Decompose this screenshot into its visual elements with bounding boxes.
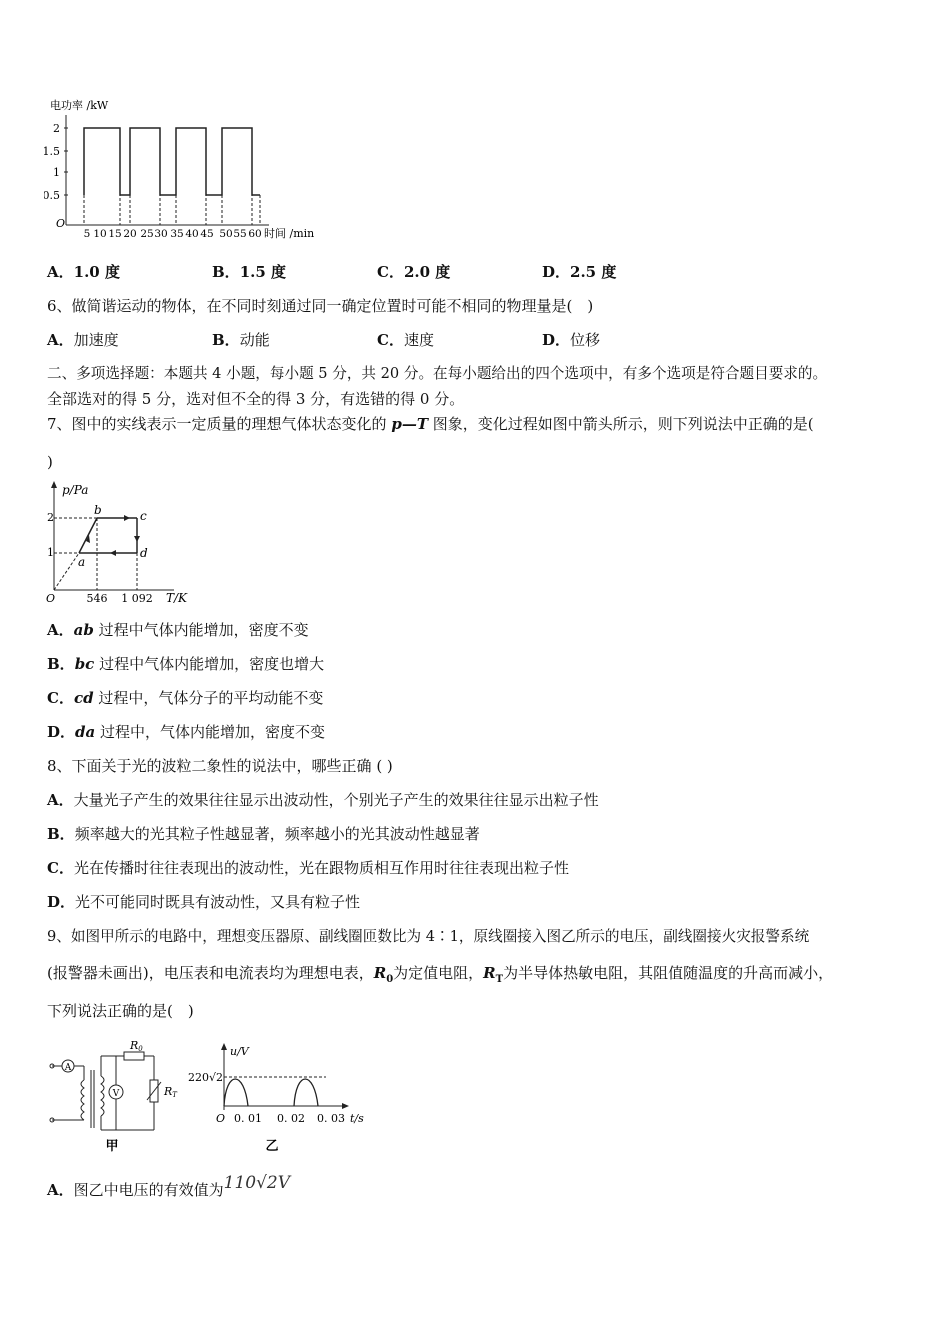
pt-point-d: d [140,546,148,560]
q8-stem: 8、下面关于光的波粒二象性的说法中，哪些正确 ( ) [47,757,393,775]
power-chart-xlabel: 时间 /min [264,227,315,240]
q7-stem-close: ) [47,453,53,471]
circuit-diagram [44,1040,194,1155]
ytick-2: 2 [53,122,60,135]
q7-option-d: D．da 过程中，气体内能增加，密度不变 [47,723,326,741]
voltmeter-label: V [112,1089,120,1099]
pt-xlabel: T/K [166,591,188,605]
xtick-40: 40 [185,228,199,240]
wave-origin: O [216,1112,226,1125]
q7-option-a: A．ab 过程中气体内能增加，密度不变 [47,621,309,639]
q9-stem-line1: 9、如图甲所示的电路中，理想变压器原、副线圈匝数比为 4∶1，原线圈接入图乙所示的电压，副线圈接火灾报警系统 [47,928,810,945]
power-chart [44,95,334,240]
wave-xtick-0.02: 0. 02 [277,1112,305,1125]
q5-option-c: C．2.0 度 [377,263,451,281]
pt-ytick-2: 2 [47,511,54,524]
q6-option-d: D．位移 [542,331,601,349]
xtick-45: 45 [200,228,214,240]
xtick-25: 25 [140,228,154,240]
pt-xtick-546: 546 [86,592,108,605]
q6-stem: 6、做简谐运动的物体，在不同时刻通过同一确定位置时可能不相同的物理量是( ) [47,297,594,315]
wave-ylabel: u/V [230,1045,249,1058]
wave-xlabel: t/s [350,1112,364,1125]
pt-origin: O [46,592,56,605]
xtick-5: 5 [83,228,91,240]
xtick-50: 50 [219,228,233,240]
pt-diagram [44,478,204,608]
q5-option-b: B．1.5 度 [212,263,287,281]
ytick-1: 1 [53,166,60,179]
voltage-wave-chart [186,1040,371,1155]
pt-point-c: c [140,509,147,523]
section2-line1: 二、多项选择题：本题共 4 小题，每小题 5 分，共 20 分。在每小题给出的四个选项中，有多个选项是符合题目要求的。 [47,365,828,382]
xtick-30: 30 [154,228,168,240]
pt-point-b: b [94,503,102,517]
q5-option-d: D．2.5 度 [542,263,617,281]
circuit-caption: 甲 [105,1139,119,1154]
section2-line2: 全部选对的得 5 分，选对但不全的得 3 分，有选错的得 0 分。 [47,390,465,408]
q8-option-b: B．频率越大的光其粒子性越显著，频率越小的光其波动性越显著 [47,825,480,843]
wave-xtick-0.01: 0. 01 [234,1112,262,1125]
xtick-60: 60 [248,228,262,240]
ytick-1.5: 1.5 [44,145,60,158]
pt-point-a: a [78,555,86,569]
xtick-55: 55 [233,228,247,240]
xtick-35: 35 [170,228,184,240]
q7-stem: 7、图中的实线表示一定质量的理想气体状态变化的 p—T 图象，变化过程如图中箭头所示，则下列说法中正确的是( [47,415,814,433]
xtick-20: 20 [123,228,137,240]
q9-option-a: A．图乙中电压的有效值为110√2V [47,1173,291,1199]
pt-ytick-1: 1 [47,546,54,559]
ytick-0.5: 0.5 [44,189,60,202]
xtick-10: 10 [93,228,107,240]
q7-option-c: C．cd 过程中，气体分子的平均动能不变 [47,689,324,707]
q5-option-a: A．1.0 度 [47,263,120,281]
q9-stem-line2: (报警器未画出)，电压表和电流表均为理想电表，$R_0$为定值电阻，$R_T$为半导体热敏电阻，其阻值随温度的升高而减小， [47,964,834,985]
q6-option-b: B．动能 [212,331,270,349]
origin: O [56,217,66,230]
q8-option-a: A．大量光子产生的效果往往显示出波动性，个别光子产生的效果往往显示出粒子性 [47,791,599,809]
ammeter-label: A [64,1063,72,1073]
wave-peak-label: 220√2 [188,1071,224,1084]
q7-option-b: B．bc 过程中气体内能增加，密度也增大 [47,655,325,673]
wave-caption: 乙 [265,1139,279,1154]
rt-symbol: RT [164,1085,177,1099]
wave-xtick-0.03: 0. 03 [317,1112,345,1125]
q6-option-a: A．加速度 [47,331,119,349]
q6-option-c: C．速度 [377,331,434,349]
r0-symbol: R0 [130,1040,143,1053]
q9-stem-line3: 下列说法正确的是( ) [47,1002,194,1020]
q8-option-d: D．光不可能同时既具有波动性，又具有粒子性 [47,893,361,911]
pt-ylabel: p/Pa [62,483,89,497]
q9-option-a-formula: 110√2V [223,1173,291,1193]
xtick-15: 15 [108,228,122,240]
power-chart-ylabel: 电功率 /kW [50,99,109,112]
pt-xtick-1092: 1 092 [121,592,153,605]
q8-option-c: C．光在传播时往往表现出的波动性，光在跟物质相互作用时往往表现出粒子性 [47,859,569,877]
